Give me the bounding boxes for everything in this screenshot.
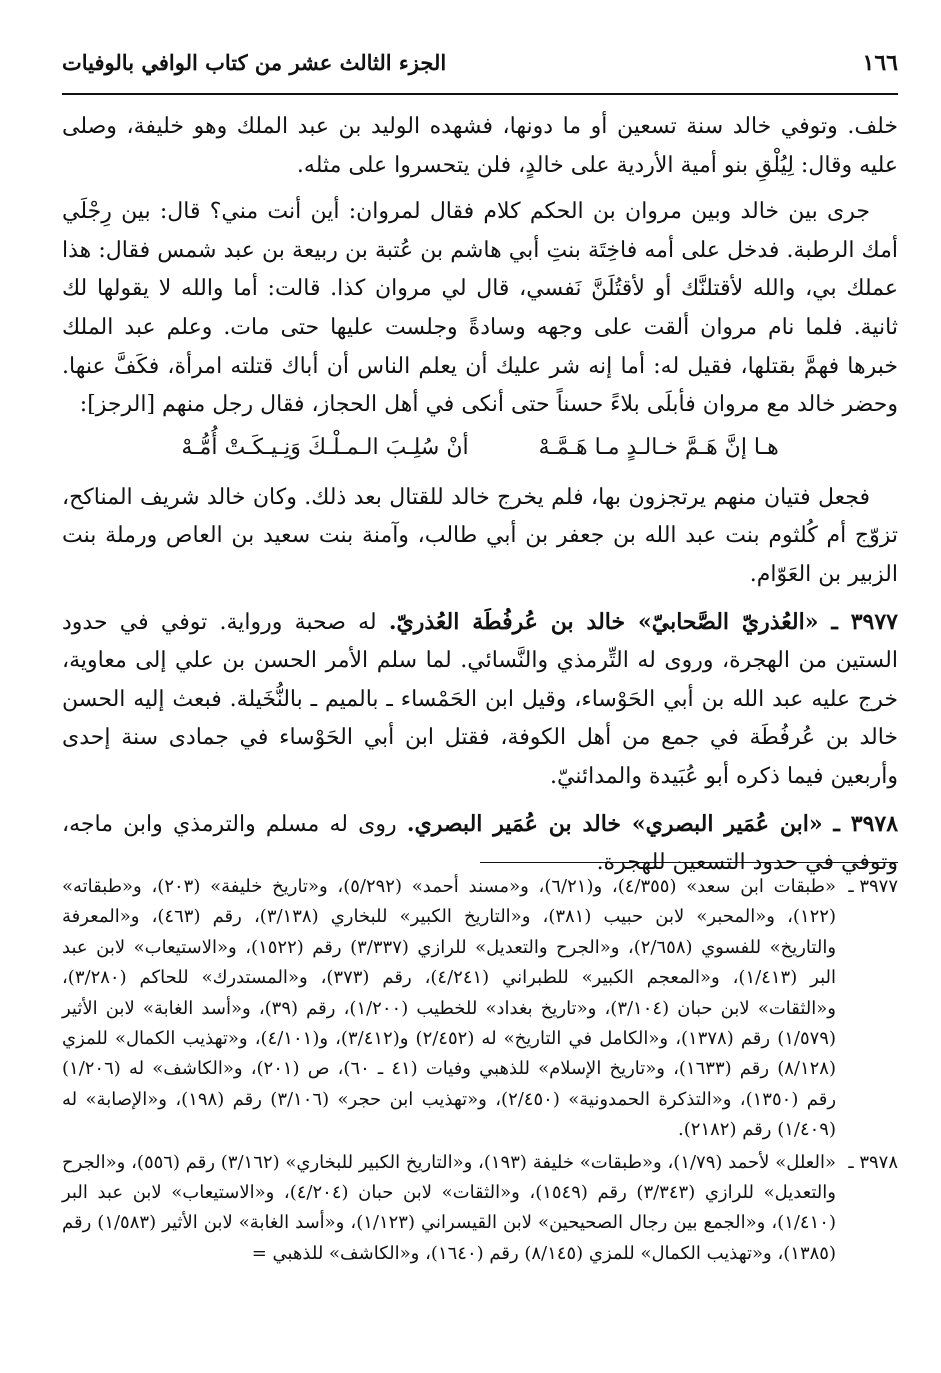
footnote-rule — [480, 862, 898, 863]
entry-3978 — [62, 805, 898, 883]
footnote-text: «العلل» لأحمد (١/٧٩)، و«طبقات» خليفة (١٩٣)، و«التاريخ الكبير للبخاري» (٣/١٦٢) رقم (٥٥٦)، و«الجرح والتعديل» للرازي (٣/٣٤٣) رقم (١٥٤٩)، و«الثقات» لابن حبان (٤/٢٠٤)، و«الاستيعاب» لابن عبد البر (١/٤١٠)، و«الجمع بين رجال الصحيحين» لابن القيسراني (١/١٢٣)، و«أسد الغابة» لابن الأثير (١/٥٨٣) رقم (١٣٨٥)، و«تهذيب الكمال» للمزي (٨/١٤٥) رقم (١٦٤٠)، و«الكاشف» للذهبي = — [62, 1151, 836, 1264]
footnote-number: ٣٩٧٧ ـ — [848, 876, 898, 897]
footnote-number: ٣٩٧٨ ـ — [848, 1151, 898, 1173]
entry-3978-text: روى له مسلم والترمذي وابن ماجه، وتوفي في حدود التسعين للهجرة. — [62, 811, 898, 876]
footnote — [62, 1148, 898, 1270]
page-number: ١٦٦ — [862, 50, 898, 76]
paragraph-2: جرى بين خالد وبين مروان بن الحكم كلام فقال لمروان: أين أنت مني؟ قال: بين رِجْلَي أمك الرطبة. فدخل على أمه فاخِتَة بنتِ أبي هاشم بن عُتبة بن ربيعة بن عبد شمس فقال: هذا عملك بي، والله لأقتلنَّك أو لأقتُلَنَّ نَفسي، قال لي مروان كذا. قالت: أما والله لا يقولها لك ثانية. فلما نام مروان ألقت على وجهه وسادةً وجلست عليها حتى مات. وعلم عبد الملك خبرها فهمَّ بقتلها، فقيل له: أما إنه شر عليك أن يعلم الناس أن أباك قتلته امرأة، فكَفَّ عنها. وحضر خالد مع مروان فأبلَى بلاءً حسناً حتى أنكى في أهل الحجاز، فقال رجل منهم [الرجز]: — [62, 199, 898, 418]
entry-3977 — [62, 603, 898, 797]
running-head: الجزء الثالث عشر من كتاب الوافي بالوفيات — [62, 50, 447, 75]
entry-3977-text: له صحبة ورواية. توفي في حدود الستين من الهجرة، وروى له التِّرمذي والنَّسائي. لما سلم الأمر الحسن بن علي إلى معاوية، خرج عليه عبد الله بن أبي الحَوْساء، وقيل ابن الحَمْساء ـ بالميم ـ بالنُّخَيلة. فبعث إليه الحسن خالد بن عُرفُطَة في جمع من أهل الكوفة، فقتل ابن أبي الحَوْساء في جمادى سنة إحدى وأربعين فيما ذكره أبو عُبَيدة والمدائنيّ. — [62, 609, 898, 789]
verse-second-hemistich: أنْ سُلِـبَ الـمـلْـكَ وَنِـيـكَـتْ أُمُّـهْ — [181, 434, 469, 460]
page-header — [62, 44, 898, 90]
paragraph-3: فجعل فتيان منهم يرتجزون بها، فلم يخرج خالد للقتال بعد ذلك. وكان خالد شريف المناكح، تزوّج أم كُلثوم بنت عبد الله بن جعفر بن أبي طالب، وآمنة بنت سعيد بن العاص ورملة بنت الزبير بن العَوّام. — [62, 484, 898, 587]
header-rule — [62, 93, 898, 95]
entry-3978-heading: ٣٩٧٨ ـ «ابن عُمَير البصري» خالد بن عُمَير البصري. — [406, 810, 899, 837]
verse-first-hemistich: هـا إنَّ هَـمَّ خـالـدٍ مـا هَـمَّـهْ — [538, 434, 779, 460]
footnote-text: «طبقات ابن سعد» (٤/٣٥٥)، و(٦/٢١)، و«مسند أحمد» (٥/٢٩٢)، و«تاريخ خليفة» (٢٠٣)، و«طبقاته» (١٢٢)، و«المحبر» لابن حبيب (٣٨١)، و«التاريخ الكبير» للبخاري (٣/١٣٨)، رقم (٤٦٣)، و«المعرفة والتاريخ» للفسوي (٢/٦٥٨)، و«الجرح والتعديل» للرازي (٣/٣٣٧) رقم (١٥٢٢)، و«الاستيعاب» لابن عبد البر (١/٤١٣)، و«المعجم الكبير» للطبراني (٤/٢٤١)، رقم (٣٧٣)، و«المستدرك» للحاكم (٣/٢٨٠)، و«الثقات» لابن حبان (٣/١٠٤)، و«تاريخ بغداد» للخطيب (١/٢٠٠)، رقم (٣٩)، و«أسد الغابة» لابن الأثير (١/٥٧٩) رقم (١٣٧٨)، و«الكامل في التاريخ» له (٢/٤٥٢) و(٣/٤١٢)، و(٤/١٠١)، و«تهذيب الكمال» للمزي (٨/١٢٨) رقم (١٦٣٣)، و«تاريخ الإسلام» للذهبي وفيات (٤١ ـ ٦٠)، ص (٢٠١)، و«الكاشف» له (١/٢٠٦) رقم (١٣٥٠)، و«التذكرة الحمدونية» (٢/٤٥٠)، و«تهذيب ابن حجر» (٣/١٠٦) رقم (١٩٨)، و«الإصابة» له (١/٤٠٩) رقم (٢١٨٢). — [62, 876, 837, 1141]
main-text — [62, 108, 898, 891]
entry-3977-heading: ٣٩٧٧ ـ «العُذريّ الصَّحابيّ» خالد بن عُرفُطَة العُذريّ. — [388, 608, 898, 635]
footnote — [62, 872, 898, 1146]
paragraph-1: خلف. وتوفي خالد سنة تسعين أو ما دونها، فشهده الوليد بن عبد الملك وهو خليفة، وصلى عليه وقال: لِيُلْقِ بنو أمية الأردية على خالدٍ، فلن يتحسروا على مثله. — [62, 114, 898, 178]
verse-line — [62, 429, 898, 467]
footnotes — [62, 872, 898, 1271]
